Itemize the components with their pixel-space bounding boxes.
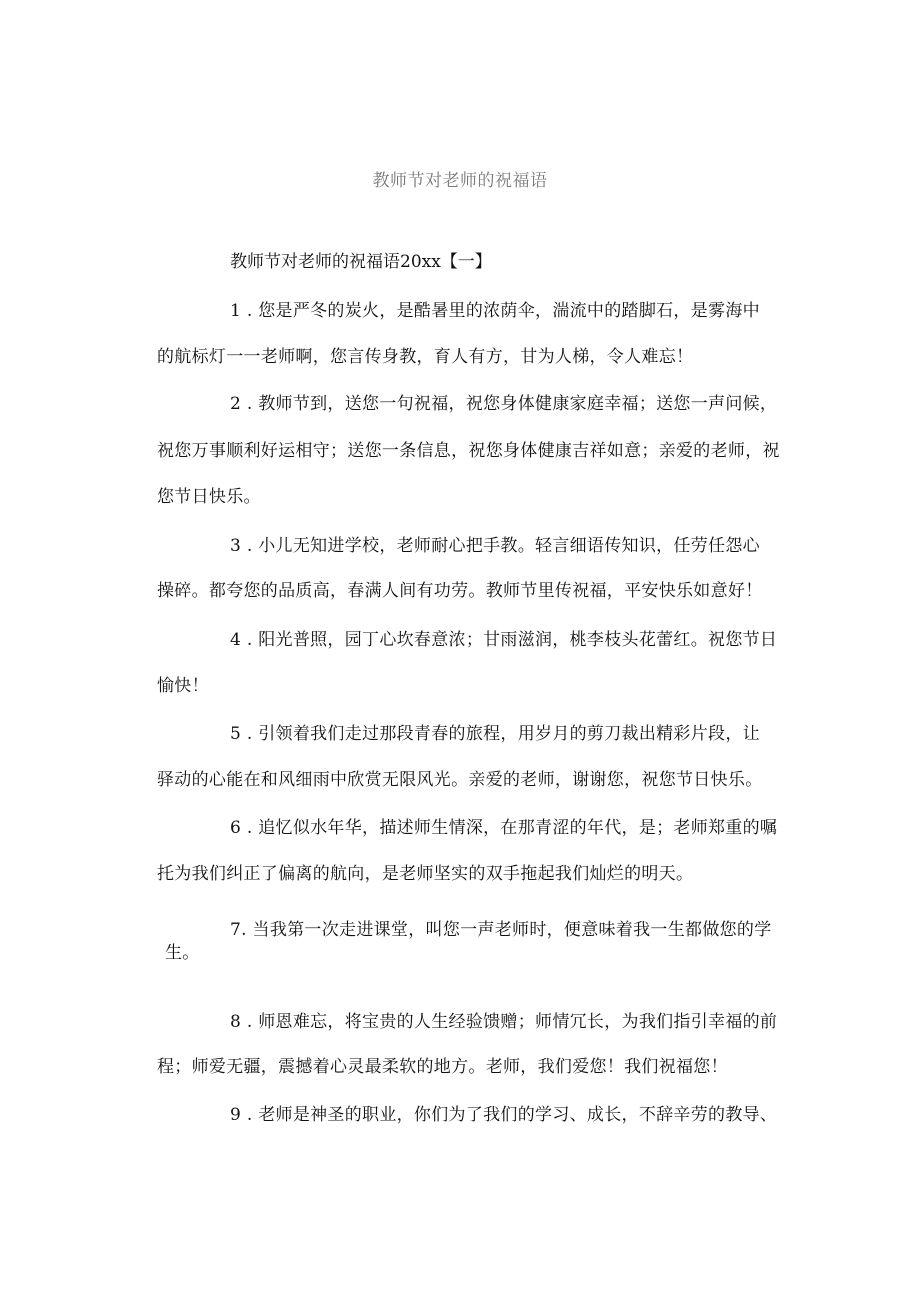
item-8-line-1: 8 . 师恩难忘，将宝贵的人生经验馈赠；师情冗长，为我们指引幸福的前: [230, 1012, 778, 1032]
item-2-line-2: 祝您万事顺利好运相守；送您一条信息，祝您身体健康吉祥如意；亲爱的老师，祝: [157, 441, 780, 461]
item-8-line-2: 程；师爱无疆，震撼着心灵最柔软的地方。老师，我们爱您！我们祝福您！: [157, 1057, 728, 1077]
item-4-line-2: 愉快！: [157, 676, 209, 696]
document-title: 教师节对老师的祝福语: [372, 171, 548, 191]
item-3-line-2: 操碎。都夸您的品质高，春满人间有功劳。教师节里传祝福，平安快乐如意好！: [157, 581, 763, 601]
section-heading: 教师节对老师的祝福语20xx【一】: [230, 252, 492, 272]
item-6-line-2: 托为我们纠正了偏离的航向，是老师坚实的双手拖起我们灿烂的明天。: [157, 864, 694, 884]
item-3-line-1: 3 . 小儿无知进学校，老师耐心把手教。轻言细语传知识，任劳任怨心: [230, 536, 760, 556]
item-1-line-2: 的航标灯一一老师啊，您言传身教，育人有方，甘为人梯，令人难忘！: [157, 347, 694, 367]
item-9-line-1: 9 . 老师是神圣的职业，你们为了我们的学习、成长，不辞辛劳的教导、: [230, 1105, 778, 1125]
item-2-line-3: 您节日快乐。: [157, 487, 261, 507]
item-7-line-2: 生。: [165, 943, 200, 963]
item-4-line-1: 4 . 阳光普照，园丁心坎春意浓；甘雨滋润，桃李枝头花蕾红。祝您节日: [230, 630, 778, 650]
item-5-line-1: 5 . 引领着我们走过那段青春的旅程，用岁月的剪刀裁出精彩片段，让: [230, 724, 760, 744]
item-1-line-1: 1 . 您是严冬的炭火，是酷暑里的浓荫伞，湍流中的踏脚石，是雾海中: [230, 301, 760, 321]
item-2-line-1: 2 . 教师节到，送您一句祝福，祝您身体健康家庭幸福；送您一声问候，: [230, 394, 778, 414]
item-5-line-2: 驿动的心能在和风细雨中欣赏无限风光。亲爱的老师，谢谢您，祝您节日快乐。: [157, 770, 763, 790]
item-7-line-1: 7. 当我第一次走进课堂，叫您一声老师时，便意味着我一生都做您的学: [230, 920, 772, 940]
item-6-line-1: 6 . 追忆似水年华，描述师生情深，在那青涩的年代，是；老师郑重的嘱: [230, 818, 778, 838]
